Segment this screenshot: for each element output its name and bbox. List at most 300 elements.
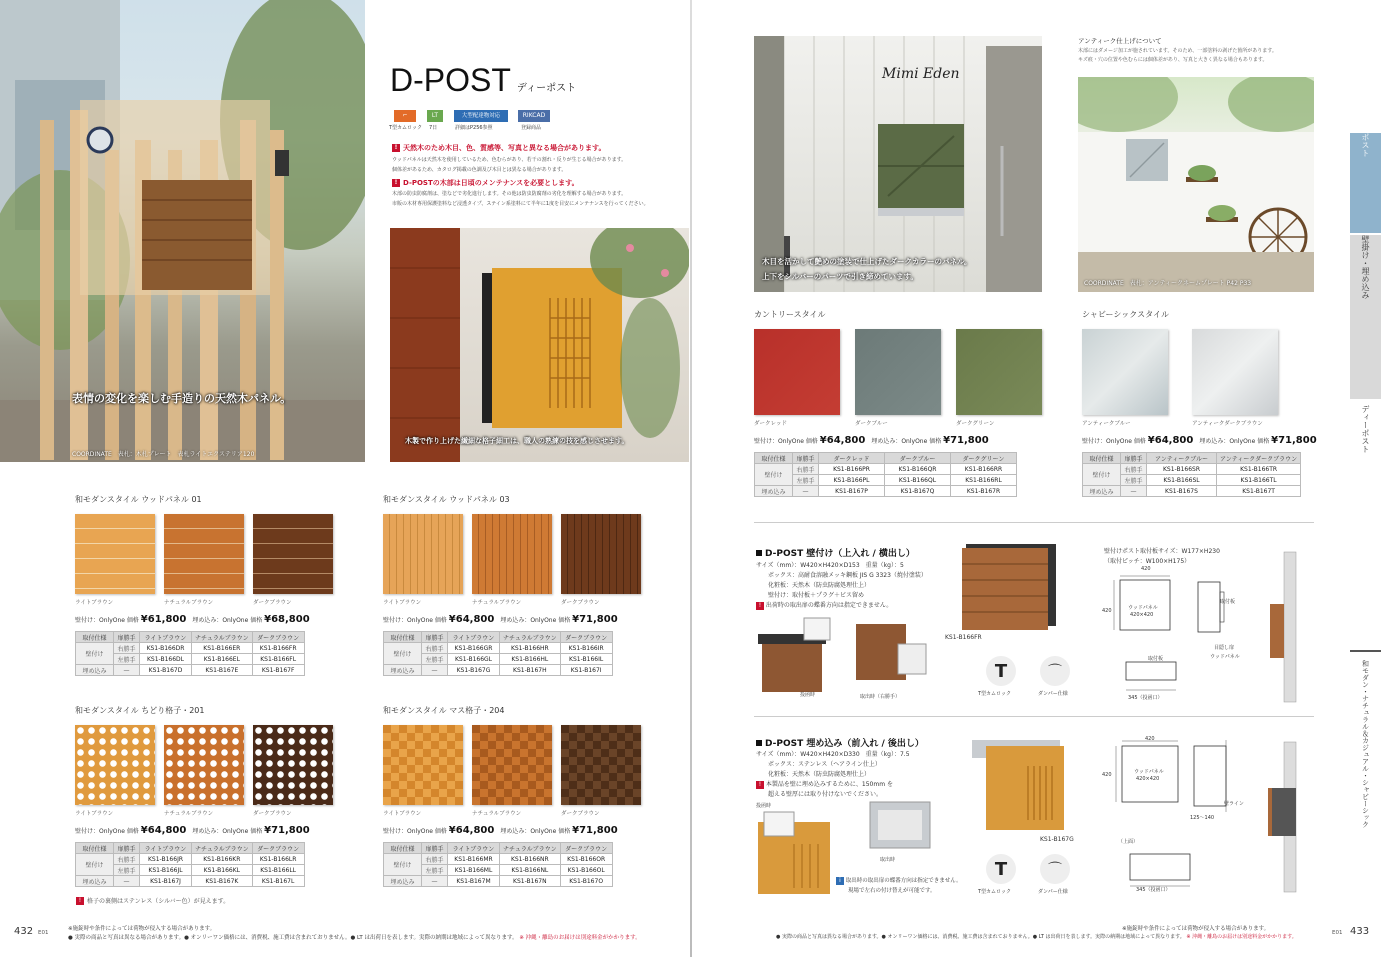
shabby-swatch-label: アンティークブルー [1082, 421, 1131, 427]
table-cell: KS1-B167H [500, 665, 561, 676]
large-delivery-badge: 大型配達物対応 [454, 110, 508, 122]
table-cell: 左勝手 [114, 865, 140, 876]
info-icon: i [836, 877, 844, 885]
table-header-cell: ナチュラルブラウン [500, 632, 561, 643]
t-lock-caption: T型カムロック [389, 125, 422, 131]
left-1-swatch-label: ライトブラウン [383, 600, 422, 606]
footnote-left-text: ● 実際の商品と写真は異なる場合があります。● オンリーワン価格には、消費税、施工費は含まれておりません。● LT は出荷日を表します。実際の納期は地域によって異なります。 [68, 935, 518, 941]
wall-side-label-2: 目隠し扉 [1214, 645, 1235, 651]
table-header-cell: ライトブラウン [140, 843, 192, 854]
wall-takeout-image [852, 616, 932, 692]
price-value: ¥64,800 [448, 614, 495, 625]
table-row [755, 464, 1017, 475]
warning-1-body-2: 個体差があるため、カタログ掲載の色調及び木目とは異なる場合があります。 [392, 167, 567, 173]
table-cell: KS1-B166NL [500, 865, 561, 876]
page-spine [690, 0, 692, 957]
table-cell: KS1-B166SL [1147, 475, 1217, 486]
tab-post[interactable] [1350, 133, 1381, 233]
table-header-cell: アンティークダークブラウン [1217, 453, 1301, 464]
left-1-swatch-1 [472, 514, 552, 594]
table-cell: 右勝手 [114, 643, 140, 654]
table-cell: 左勝手 [114, 654, 140, 665]
table-cell: KS1-B166NR [500, 854, 561, 865]
left-3-swatch-2 [561, 725, 641, 805]
country-swatch-label: ダークブルー [855, 421, 888, 427]
footnote-top: ※施錠時や条件によっては荷物が侵入する場合があります。 [68, 926, 216, 932]
shabby-coordinate: COORDINATE 表札：アンティークネームプレート P42 P33 [1084, 280, 1252, 287]
table-cell: KS1-B167E [192, 665, 253, 676]
shabby-price [1082, 435, 1317, 446]
embed-insert-label: 投函時 [756, 803, 772, 809]
price-label: 埋め込み：OnlyOne 価格 [186, 828, 265, 835]
wall-model-label: KS1-B166FR [945, 634, 982, 641]
table-header-cell: 取付仕様 [76, 843, 114, 854]
country-swatch-0 [754, 329, 840, 415]
mount-cell: 埋め込み [76, 876, 114, 887]
table-cell: KS1-B166ER [192, 643, 253, 654]
left-2-spec-table [75, 842, 305, 887]
damper-icon: ⌒ [1040, 656, 1070, 686]
price-value: ¥64,800 [140, 825, 187, 836]
footnote-left [68, 933, 641, 941]
warning-2-body-2: 市販の木材専用保護塗料など浸透タイプ、ステイン系塗料にて半年に1度を目安にメンテナンスを行ってください。 [392, 201, 649, 207]
embed-dim-w: 420 [1145, 736, 1155, 742]
left-0-swatch-2 [253, 514, 333, 594]
table-header-cell: ダークブラウン [252, 843, 304, 854]
footnote-right-text: ● 実際の商品と写真は異なる場合があります。● オンリーワン価格には、消費税、施工費は含まれておりません。● LT は出荷日を表します。実際の納期は地域によって異なります。 [776, 934, 1185, 940]
country-post-photo [754, 36, 1042, 292]
warning-1 [392, 143, 605, 153]
warning-icon: ! [756, 602, 764, 610]
antique-body-1: 木部にはダメージ加工が施されています。そのため、一部塗料の剥げた箇所があります。 [1078, 48, 1277, 54]
table-cell: 右勝手 [422, 854, 448, 865]
wall-side-label-1: 取付板 [1220, 599, 1236, 605]
left-2-swatch-label: ライトブラウン [75, 811, 114, 817]
table-cell: — [793, 486, 819, 497]
embed-dim-h: 420 [1102, 772, 1112, 778]
table-cell: KS1-B167N [500, 876, 561, 887]
mount-cell: 埋め込み [76, 665, 114, 676]
product-title [390, 62, 576, 99]
bullet-icon [756, 550, 762, 556]
price-value: ¥71,800 [572, 825, 618, 836]
left-3-swatch-label: ライトブラウン [383, 811, 422, 817]
lattice-note [76, 896, 229, 905]
table-cell: KS1-B167D [140, 665, 192, 676]
embed-note-1 [836, 876, 962, 885]
footnote-right-red: ※ 沖縄・離島のお届けは別途料金がかかります。 [1186, 934, 1297, 940]
rikcad-badge: RIKCAD [518, 110, 550, 122]
title-main: D-POST [390, 62, 511, 98]
left-3-swatch-label: ダークブラウン [561, 811, 600, 817]
warning-icon: ! [392, 144, 400, 152]
table-cell: — [114, 876, 140, 887]
table-cell: — [114, 665, 140, 676]
table-cell: KS1-B166DL [140, 654, 192, 665]
shabby-swatch-label: アンティークダークブラウン [1192, 421, 1263, 427]
wall-spec-3: 化粧板：天然木（防虫防腐処理仕上） [768, 582, 871, 589]
antique-body-2: キズ痕・穴の位置や色むらには個体差があり、写真と大きく異なる場合もあります。 [1078, 57, 1268, 63]
left-3-spec-table [383, 842, 613, 887]
table-cell: KS1-B166ML [448, 865, 500, 876]
lt-caption: 7日 [429, 125, 438, 131]
lattice-post-illustration [390, 228, 689, 462]
left-1-swatch-0 [383, 514, 463, 594]
price-value: ¥71,800 [264, 825, 310, 836]
table-row [384, 854, 613, 865]
table-cell: KS1-B167R [951, 486, 1017, 497]
hero-coordinate: COORDINATE 表札：木札プレート 表札ライトエクステリア120 [72, 451, 255, 458]
warning-icon: ! [76, 897, 84, 905]
price-value: ¥71,800 [943, 435, 989, 446]
price-value: ¥71,800 [572, 614, 618, 625]
table-row [1083, 486, 1301, 497]
table-cell: KS1-B167O [560, 876, 612, 887]
table-row [755, 486, 1017, 497]
table-cell: KS1-B166JR [140, 854, 192, 865]
tab-style-label: 和モダン・ナチュラル＆カジュアル・シャビーシック [1361, 660, 1370, 828]
table-header-cell: ダークブラウン [252, 632, 304, 643]
table-cell: KS1-B167L [252, 876, 304, 887]
country-swatch-2 [956, 329, 1042, 415]
wall-dim-h: 420 [1102, 608, 1112, 614]
wall-insert-label: 投函時 [800, 692, 816, 698]
tab-wall-embed[interactable] [1350, 235, 1381, 399]
section-divider [754, 522, 1314, 523]
table-cell: KS1-B167I [560, 665, 612, 676]
table-cell: KS1-B166QL [885, 475, 951, 486]
table-row [76, 643, 305, 654]
table-header-cell: アンティークブルー [1147, 453, 1217, 464]
table-cell: KS1-B166IL [560, 654, 612, 665]
shabby-section-title: シャビーシックスタイル [1082, 310, 1169, 319]
warning-icon: ! [392, 179, 400, 187]
tab-wall-embed-label: 壁掛け・埋め込み [1361, 235, 1370, 299]
table-cell: KS1-B167J [140, 876, 192, 887]
table-header-cell: ライトブラウン [448, 632, 500, 643]
embed-dim-panel-size: 420×420 [1136, 776, 1160, 782]
embed-damper-label: ダンパー仕様 [1038, 889, 1068, 895]
lattice-caption: 木製で作り上げた繊細な格子細工は、職人の熟練の技を感じさせます。 [405, 437, 629, 445]
table-cell: KS1-B166TR [1217, 464, 1301, 475]
table-cell: KS1-B166QR [885, 464, 951, 475]
table-cell: KS1-B166JL [140, 865, 192, 876]
left-3-section-title: 和モダンスタイル マス格子・204 [383, 706, 505, 715]
table-cell: KS1-B167F [252, 665, 304, 676]
table-cell: KS1-B166OL [560, 865, 612, 876]
table-cell: KS1-B166PR [819, 464, 885, 475]
table-cell: 左勝手 [1121, 475, 1147, 486]
left-2-swatch-2 [253, 725, 333, 805]
damper-icon: ⌒ [1040, 854, 1070, 884]
table-cell: KS1-B166KR [192, 854, 253, 865]
left-3-swatch-1 [472, 725, 552, 805]
country-price [754, 435, 989, 446]
table-row [384, 665, 613, 676]
left-3-swatch-0 [383, 725, 463, 805]
wall-product-title [756, 546, 915, 559]
left-2-swatch-label: ダークブラウン [253, 811, 292, 817]
t-lock-icon: T [986, 656, 1016, 686]
price-label: 埋め込み：OnlyOne 価格 [865, 438, 944, 445]
mount-cell: 埋め込み [384, 876, 422, 887]
embed-post-image [968, 736, 1068, 836]
left-0-section-title: 和モダンスタイル ウッドパネル 01 [75, 495, 202, 504]
mount-cell: 壁付け [384, 854, 422, 876]
table-header-row [384, 632, 613, 643]
table-header-cell: 扉勝手 [114, 632, 140, 643]
price-value: ¥71,800 [1271, 435, 1317, 446]
table-cell: 左勝手 [422, 654, 448, 665]
table-cell: KS1-B167M [448, 876, 500, 887]
price-value: ¥64,800 [819, 435, 866, 446]
price-label: 壁付け：OnlyOne 価格 [75, 828, 141, 835]
left-1-swatch-2 [561, 514, 641, 594]
table-cell: KS1-B166KL [192, 865, 253, 876]
wall-spec-4: 壁付け：取付板＋プラグ＋ビス留め [768, 592, 865, 599]
wall-post-image [960, 542, 1060, 632]
table-cell: KS1-B167T [1217, 486, 1301, 497]
country-section-title: カントリースタイル [754, 310, 826, 319]
table-header-cell: ダークレッド [819, 453, 885, 464]
price-label: 壁付け：OnlyOne 価格 [75, 617, 141, 624]
large-delivery-caption: 詳細はP256参照 [455, 125, 493, 131]
table-header-cell: 取付仕様 [384, 843, 422, 854]
shabby-swatch-1 [1192, 329, 1278, 415]
embed-model-label: KS1-B167G [1040, 836, 1074, 843]
shabby-spec-table [1082, 452, 1301, 497]
table-row [1083, 464, 1301, 475]
wall-spec-1: サイズ（mm）：W420×H420×D153 重量（kg）：5 [756, 562, 904, 569]
page-number-right: 433 [1350, 926, 1370, 937]
shabby-post-illustration [1078, 77, 1314, 292]
table-row [76, 665, 305, 676]
country-swatch-1 [855, 329, 941, 415]
price-label: 埋め込み：OnlyOne 価格 [1193, 438, 1272, 445]
price-value: ¥61,800 [140, 614, 187, 625]
table-cell: KS1-B167P [819, 486, 885, 497]
table-header-cell: ライトブラウン [448, 843, 500, 854]
wall-pole-drawing [1266, 548, 1306, 708]
left-0-swatch-1 [164, 514, 244, 594]
table-cell: — [422, 876, 448, 887]
table-cell: KS1-B166PL [819, 475, 885, 486]
embed-note-2: 現場で左右の付け替えが可能です。 [848, 888, 936, 894]
left-3-swatch-label: ナチュラルブラウン [472, 811, 522, 817]
warning-2-text: D-POSTの木部は日頃のメンテナンスを必要とします。 [403, 179, 579, 187]
wall-spec-5 [756, 600, 892, 610]
country-swatch-label: ダークグリーン [956, 421, 995, 427]
shabby-swatch-0 [1082, 329, 1168, 415]
table-cell: KS1-B167S [1147, 486, 1217, 497]
wall-title-text: D-POST 壁付け（上入れ / 横出し） [765, 549, 915, 559]
embed-spec-4-text: 本製品を壁に埋め込みするために、150mm を [765, 781, 893, 788]
wall-mount-size: 壁付けポスト取付板サイズ：W177×H230 [1104, 548, 1220, 555]
wall-lock-label: T型カムロック [978, 691, 1011, 697]
country-spec-table [754, 452, 1017, 497]
country-caption-2: 上下をシルバーのパーツで引き締めています。 [762, 272, 918, 281]
wall-side-label-3: ウッドパネル [1210, 654, 1240, 660]
left-2-swatch-label: ナチュラルブラウン [164, 811, 214, 817]
table-header-cell: 扉勝手 [1121, 453, 1147, 464]
tab-post-label: ポスト [1361, 133, 1370, 157]
mount-cell: 埋め込み [1083, 486, 1121, 497]
embed-title-text: D-POST 埋め込み（前入れ / 後出し） [765, 739, 924, 749]
table-cell: 右勝手 [1121, 464, 1147, 475]
left-2-swatch-0 [75, 725, 155, 805]
table-cell: 左勝手 [793, 475, 819, 486]
left-1-spec-table [383, 631, 613, 676]
table-header-cell: ダークブラウン [560, 843, 612, 854]
wall-side-drawing [1186, 578, 1236, 638]
page-code-left: E01 [38, 930, 49, 936]
country-caption-1: 木目を活かして艶めの塗装で仕上げたダークカラーのパネル。 [762, 257, 972, 266]
table-cell: 右勝手 [422, 643, 448, 654]
table-cell: KS1-B166GR [448, 643, 500, 654]
lattice-post-photo [390, 228, 689, 462]
embed-takeout-label: 取出時 [880, 857, 896, 863]
table-cell: KS1-B167Q [885, 486, 951, 497]
wall-dim-w: 420 [1141, 566, 1151, 572]
table-header-row [76, 632, 305, 643]
shabby-post-photo [1078, 77, 1314, 292]
table-cell: KS1-B166FR [252, 643, 304, 654]
table-header-row [384, 843, 613, 854]
table-cell: 左勝手 [422, 865, 448, 876]
embed-spec-1: サイズ（mm）：W420×H420×D330 重量（kg）：7.5 [756, 751, 910, 758]
tab-style[interactable] [1350, 660, 1381, 860]
hero-photo-wood-post [0, 0, 365, 462]
table-header-cell: ダークブルー [885, 453, 951, 464]
wall-spec-5-text: 出荷時の取出扉の蝶番方向は指定できません。 [765, 602, 893, 609]
left-1-swatch-label: ナチュラルブラウン [472, 600, 522, 606]
table-cell: KS1-B166GL [448, 654, 500, 665]
embed-dim-depth: 345（投函口） [1136, 887, 1171, 893]
warning-1-body-1: ウッドパネルは天然木を使用しているため、色むらがあり、若干の割れ・反りが生じる場合があります。 [392, 157, 627, 163]
left-0-price [75, 614, 310, 625]
embed-wall-line: 壁ライン [1224, 801, 1244, 807]
table-header-cell: ダークブラウン [560, 632, 612, 643]
table-row [76, 876, 305, 887]
left-2-price [75, 825, 310, 836]
mount-cell: 壁付け [384, 643, 422, 665]
section-divider-2 [754, 716, 1314, 717]
left-0-spec-table [75, 631, 305, 676]
table-cell: 右勝手 [114, 854, 140, 865]
table-cell: KS1-B166LR [252, 854, 304, 865]
price-value: ¥68,800 [264, 614, 310, 625]
table-cell: KS1-B166DR [140, 643, 192, 654]
wall-damper-label: ダンパー仕様 [1038, 691, 1068, 697]
table-header-cell: 扉勝手 [793, 453, 819, 464]
table-header-cell: 取付仕様 [384, 632, 422, 643]
table-header-cell: ナチュラルブラウン [500, 843, 561, 854]
embed-spec-4 [756, 779, 893, 789]
embed-spec-3: 化粧板：天然木（防虫防腐処理仕上） [768, 771, 871, 778]
tab-dpost-label: ディーポスト [1361, 405, 1370, 453]
table-header-cell: 取付仕様 [1083, 453, 1121, 464]
mount-cell: 壁付け [76, 643, 114, 665]
price-label: 埋め込み：OnlyOne 価格 [494, 828, 573, 835]
table-cell: KS1-B167K [192, 876, 253, 887]
table-cell: KS1-B167G [448, 665, 500, 676]
embed-dim-range: 125〜140 [1190, 815, 1215, 821]
table-header-row [755, 453, 1017, 464]
warning-2 [392, 178, 579, 188]
tab-dpost[interactable] [1350, 405, 1381, 485]
price-value: ¥64,800 [1147, 435, 1194, 446]
wall-insert-image [754, 614, 834, 694]
left-0-swatch-label: ライトブラウン [75, 600, 114, 606]
rikcad-caption: 登録商品 [521, 125, 542, 131]
wall-takeout-label: 取出時（右勝手） [860, 694, 901, 700]
page-code-right: E01 [1332, 930, 1343, 936]
wall-mount-pitch: （取付ピッチ：W100×H175） [1104, 558, 1191, 565]
price-label: 埋め込み：OnlyOne 価格 [494, 617, 573, 624]
table-header-row [1083, 453, 1301, 464]
embed-spec-5: 超える壁厚には取り付けないでください。 [768, 791, 883, 798]
table-row [384, 643, 613, 654]
embed-pole-drawing [1266, 738, 1306, 898]
embed-insert-image [754, 808, 834, 898]
mount-cell: 壁付け [76, 854, 114, 876]
page-number-left: 432 [14, 926, 34, 937]
left-0-swatch-label: ダークブラウン [253, 600, 292, 606]
left-2-swatch-1 [164, 725, 244, 805]
left-0-swatch-label: ナチュラルブラウン [164, 600, 214, 606]
table-header-cell: ライトブラウン [140, 632, 192, 643]
table-header-cell: ナチュラルブラウン [192, 632, 253, 643]
t-lock-badge-icon: ⌐ [394, 110, 416, 122]
house-sign: Mimi Eden [882, 66, 960, 82]
embed-spec-2: ボックス：ステンレス（ヘアライン仕上） [768, 761, 881, 768]
table-row [384, 876, 613, 887]
table-cell: — [422, 665, 448, 676]
footnote-top-right: ※施錠時や条件によっては荷物が侵入する場合があります。 [1122, 926, 1270, 932]
left-3-price [383, 825, 618, 836]
lattice-note-text: 格子の裏側はステンレス（シルバー色）が見えます。 [87, 898, 230, 905]
table-cell: KS1-B166RR [951, 464, 1017, 475]
embed-product-title [756, 736, 924, 749]
price-value: ¥64,800 [448, 825, 495, 836]
price-label: 壁付け：OnlyOne 価格 [754, 438, 820, 445]
price-label: 埋め込み：OnlyOne 価格 [186, 617, 265, 624]
table-header-cell: 扉勝手 [114, 843, 140, 854]
embed-top-label: （上面） [1118, 839, 1139, 845]
wall-dim-panel-size: 420×420 [1130, 612, 1154, 618]
lt-badge: LT [427, 110, 443, 122]
table-cell: KS1-B166IR [560, 643, 612, 654]
table-cell: KS1-B166OR [560, 854, 612, 865]
wall-plate-label: 取付板 [1148, 656, 1164, 662]
table-cell: KS1-B166EL [192, 654, 253, 665]
footnote-left-red: ※ 沖縄・離島のお届けは別途料金がかかります。 [519, 935, 641, 941]
tab-divider [1350, 650, 1381, 652]
price-label: 壁付け：OnlyOne 価格 [383, 828, 449, 835]
warning-2-body-1: 木部の防虫防腐剤は、塗などで劣化進行します。その他は防虫防腐剤の劣化を理解する場合があります。 [392, 191, 627, 197]
left-1-price [383, 614, 618, 625]
title-kana: ディーポスト [516, 83, 577, 94]
mount-cell: 壁付け [755, 464, 793, 486]
warning-1-text: 天然木のため木目、色、質感等、写真と異なる場合があります。 [403, 144, 606, 152]
wall-dim-depth: 345（投函口） [1128, 695, 1163, 701]
wall-dim-panel: ウッドパネル [1128, 605, 1158, 611]
embed-dim-panel: ウッドパネル [1134, 769, 1164, 775]
table-cell: KS1-B166HR [500, 643, 561, 654]
table-header-cell: ダークグリーン [951, 453, 1017, 464]
wall-spec-2: ボックス：高耐食溶融メッキ鋼板 JIS G 3323（焼付塗装） [768, 572, 927, 579]
mount-cell: 壁付け [1083, 464, 1121, 486]
